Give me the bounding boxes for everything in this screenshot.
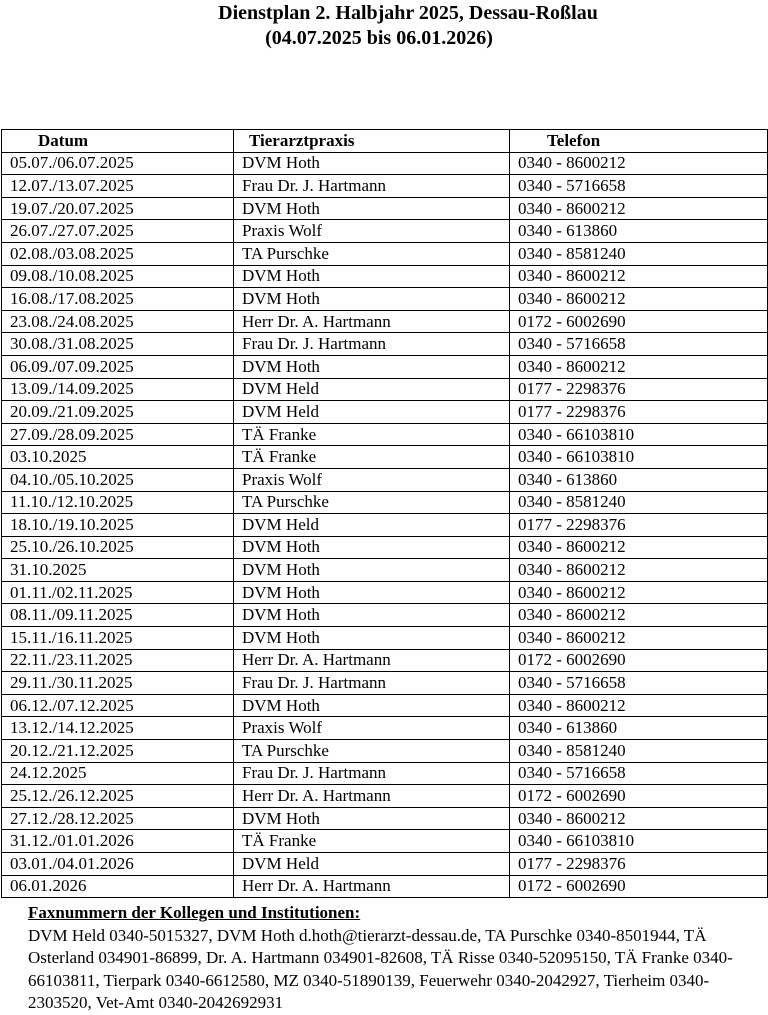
date-cell: 26.07./27.07.2025 bbox=[2, 220, 234, 243]
date-cell: 22.11./23.11.2025 bbox=[2, 649, 234, 672]
phone-cell: 0340 - 8600212 bbox=[510, 581, 768, 604]
phone-cell: 0340 - 8581240 bbox=[510, 242, 768, 265]
date-cell: 30.08./31.08.2025 bbox=[2, 333, 234, 356]
table-row bbox=[2, 152, 768, 175]
practice-cell: DVM Held bbox=[234, 514, 510, 537]
practice-cell: DVM Hoth bbox=[234, 694, 510, 717]
date-cell: 05.07./06.07.2025 bbox=[2, 152, 234, 175]
table-row bbox=[2, 672, 768, 695]
table-row bbox=[2, 830, 768, 853]
phone-cell: 0340 - 8600212 bbox=[510, 288, 768, 311]
phone-cell: 0340 - 613860 bbox=[510, 468, 768, 491]
date-cell: 03.10.2025 bbox=[2, 446, 234, 469]
phone-cell: 0340 - 5716658 bbox=[510, 762, 768, 785]
phone-cell: 0340 - 5716658 bbox=[510, 672, 768, 695]
phone-cell: 0177 - 2298376 bbox=[510, 378, 768, 401]
practice-cell: DVM Held bbox=[234, 401, 510, 424]
date-cell: 01.11./02.11.2025 bbox=[2, 581, 234, 604]
table-row bbox=[2, 694, 768, 717]
practice-cell: DVM Hoth bbox=[234, 536, 510, 559]
phone-cell: 0340 - 8600212 bbox=[510, 627, 768, 650]
table-row bbox=[2, 559, 768, 582]
page-title: Dienstplan 2. Halbjahr 2025, Dessau-Roßlau bbox=[218, 2, 598, 24]
column-header-telefon: Telefon bbox=[510, 130, 768, 153]
table-row bbox=[2, 446, 768, 469]
phone-cell: 0340 - 8581240 bbox=[510, 491, 768, 514]
table-row bbox=[2, 378, 768, 401]
phone-cell: 0177 - 2298376 bbox=[510, 514, 768, 537]
practice-cell: TA Purschke bbox=[234, 491, 510, 514]
date-cell: 06.09./07.09.2025 bbox=[2, 355, 234, 378]
phone-cell: 0340 - 66103810 bbox=[510, 446, 768, 469]
practice-cell: DVM Hoth bbox=[234, 604, 510, 627]
phone-cell: 0340 - 5716658 bbox=[510, 175, 768, 198]
practice-cell: Praxis Wolf bbox=[234, 220, 510, 243]
fax-section bbox=[28, 902, 758, 1015]
phone-cell: 0177 - 2298376 bbox=[510, 853, 768, 876]
phone-cell: 0340 - 8600212 bbox=[510, 536, 768, 559]
column-header-praxis: Tierarztpraxis bbox=[234, 130, 510, 153]
phone-cell: 0340 - 8600212 bbox=[510, 807, 768, 830]
date-cell: 19.07./20.07.2025 bbox=[2, 197, 234, 220]
date-cell: 13.12./14.12.2025 bbox=[2, 717, 234, 740]
date-cell: 02.08./03.08.2025 bbox=[2, 242, 234, 265]
phone-cell: 0340 - 66103810 bbox=[510, 423, 768, 446]
practice-cell: Frau Dr. J. Hartmann bbox=[234, 672, 510, 695]
table-body bbox=[2, 152, 768, 898]
phone-cell: 0340 - 8600212 bbox=[510, 694, 768, 717]
phone-cell: 0340 - 8581240 bbox=[510, 740, 768, 763]
practice-cell: Herr Dr. A. Hartmann bbox=[234, 310, 510, 333]
fax-numbers-text: DVM Held 0340-5015327, DVM Hoth d.hoth@tierarzt-dessau.de, TA Purschke 0340-8501944, TÄ Osterland 034901-86899, Dr. A. Hartmann 034901-82608, TÄ Risse 0340-52095150, TÄ Franke 0340-66103811, Tierpark 0340-6612580, MZ 0340-51890139, Feuerwehr 0340-2042927, Tierheim 0340-2303520, Vet-Amt 0340-2042692931 bbox=[28, 925, 733, 1013]
table-row bbox=[2, 423, 768, 446]
date-cell: 15.11./16.11.2025 bbox=[2, 627, 234, 650]
date-cell: 08.11./09.11.2025 bbox=[2, 604, 234, 627]
phone-cell: 0340 - 8600212 bbox=[510, 197, 768, 220]
date-cell: 03.01./04.01.2026 bbox=[2, 853, 234, 876]
table-row bbox=[2, 355, 768, 378]
table-row bbox=[2, 853, 768, 876]
table-row bbox=[2, 875, 768, 898]
table-row bbox=[2, 581, 768, 604]
date-cell: 04.10./05.10.2025 bbox=[2, 468, 234, 491]
table-row bbox=[2, 514, 768, 537]
phone-cell: 0340 - 8600212 bbox=[510, 152, 768, 175]
date-cell: 18.10./19.10.2025 bbox=[2, 514, 234, 537]
table-row bbox=[2, 220, 768, 243]
phone-cell: 0340 - 8600212 bbox=[510, 604, 768, 627]
practice-cell: Herr Dr. A. Hartmann bbox=[234, 649, 510, 672]
date-cell: 25.12./26.12.2025 bbox=[2, 785, 234, 808]
date-cell: 06.01.2026 bbox=[2, 875, 234, 898]
phone-cell: 0340 - 5716658 bbox=[510, 333, 768, 356]
practice-cell: DVM Hoth bbox=[234, 581, 510, 604]
column-header-datum: Datum bbox=[2, 130, 234, 153]
date-range-subtitle: (04.07.2025 bis 06.01.2026) bbox=[265, 27, 493, 49]
phone-cell: 0340 - 8600212 bbox=[510, 265, 768, 288]
duty-roster-table bbox=[1, 129, 768, 898]
table-row bbox=[2, 197, 768, 220]
table-row bbox=[2, 717, 768, 740]
practice-cell: DVM Hoth bbox=[234, 807, 510, 830]
table-row bbox=[2, 401, 768, 424]
practice-cell: DVM Hoth bbox=[234, 559, 510, 582]
practice-cell: DVM Held bbox=[234, 853, 510, 876]
practice-cell: DVM Hoth bbox=[234, 197, 510, 220]
date-cell: 16.08./17.08.2025 bbox=[2, 288, 234, 311]
table-row bbox=[2, 536, 768, 559]
practice-cell: TA Purschke bbox=[234, 740, 510, 763]
table-row bbox=[2, 265, 768, 288]
table-row bbox=[2, 785, 768, 808]
practice-cell: Frau Dr. J. Hartmann bbox=[234, 762, 510, 785]
fax-heading: Faxnummern der Kollegen und Institutionen: bbox=[28, 903, 361, 922]
practice-cell: TA Purschke bbox=[234, 242, 510, 265]
date-cell: 25.10./26.10.2025 bbox=[2, 536, 234, 559]
practice-cell: TÄ Franke bbox=[234, 830, 510, 853]
phone-cell: 0340 - 8600212 bbox=[510, 559, 768, 582]
table-row bbox=[2, 604, 768, 627]
practice-cell: DVM Hoth bbox=[234, 355, 510, 378]
practice-cell: Praxis Wolf bbox=[234, 468, 510, 491]
table-row bbox=[2, 807, 768, 830]
practice-cell: Herr Dr. A. Hartmann bbox=[234, 785, 510, 808]
practice-cell: DVM Hoth bbox=[234, 627, 510, 650]
practice-cell: DVM Hoth bbox=[234, 265, 510, 288]
date-cell: 23.08./24.08.2025 bbox=[2, 310, 234, 333]
date-cell: 27.09./28.09.2025 bbox=[2, 423, 234, 446]
practice-cell: Herr Dr. A. Hartmann bbox=[234, 875, 510, 898]
practice-cell: TÄ Franke bbox=[234, 423, 510, 446]
date-cell: 29.11./30.11.2025 bbox=[2, 672, 234, 695]
phone-cell: 0340 - 8600212 bbox=[510, 355, 768, 378]
date-cell: 20.09./21.09.2025 bbox=[2, 401, 234, 424]
table-row bbox=[2, 310, 768, 333]
table-row bbox=[2, 333, 768, 356]
phone-cell: 0172 - 6002690 bbox=[510, 785, 768, 808]
phone-cell: 0172 - 6002690 bbox=[510, 649, 768, 672]
phone-cell: 0172 - 6002690 bbox=[510, 875, 768, 898]
practice-cell: DVM Held bbox=[234, 378, 510, 401]
phone-cell: 0172 - 6002690 bbox=[510, 310, 768, 333]
date-cell: 12.07./13.07.2025 bbox=[2, 175, 234, 198]
practice-cell: DVM Hoth bbox=[234, 288, 510, 311]
table-row bbox=[2, 627, 768, 650]
date-cell: 13.09./14.09.2025 bbox=[2, 378, 234, 401]
table-row bbox=[2, 649, 768, 672]
phone-cell: 0340 - 613860 bbox=[510, 717, 768, 740]
date-cell: 24.12.2025 bbox=[2, 762, 234, 785]
table-row bbox=[2, 740, 768, 763]
table-row bbox=[2, 491, 768, 514]
table-row bbox=[2, 288, 768, 311]
date-cell: 06.12./07.12.2025 bbox=[2, 694, 234, 717]
phone-cell: 0177 - 2298376 bbox=[510, 401, 768, 424]
practice-cell: Praxis Wolf bbox=[234, 717, 510, 740]
table-row bbox=[2, 242, 768, 265]
date-cell: 09.08./10.08.2025 bbox=[2, 265, 234, 288]
table-row bbox=[2, 762, 768, 785]
date-cell: 31.12./01.01.2026 bbox=[2, 830, 234, 853]
phone-cell: 0340 - 66103810 bbox=[510, 830, 768, 853]
table-row bbox=[2, 468, 768, 491]
table-row bbox=[2, 175, 768, 198]
practice-cell: Frau Dr. J. Hartmann bbox=[234, 333, 510, 356]
practice-cell: Frau Dr. J. Hartmann bbox=[234, 175, 510, 198]
date-cell: 27.12./28.12.2025 bbox=[2, 807, 234, 830]
date-cell: 20.12./21.12.2025 bbox=[2, 740, 234, 763]
phone-cell: 0340 - 613860 bbox=[510, 220, 768, 243]
practice-cell: TÄ Franke bbox=[234, 446, 510, 469]
date-cell: 11.10./12.10.2025 bbox=[2, 491, 234, 514]
date-cell: 31.10.2025 bbox=[2, 559, 234, 582]
practice-cell: DVM Hoth bbox=[234, 152, 510, 175]
table-header-row bbox=[2, 130, 768, 153]
